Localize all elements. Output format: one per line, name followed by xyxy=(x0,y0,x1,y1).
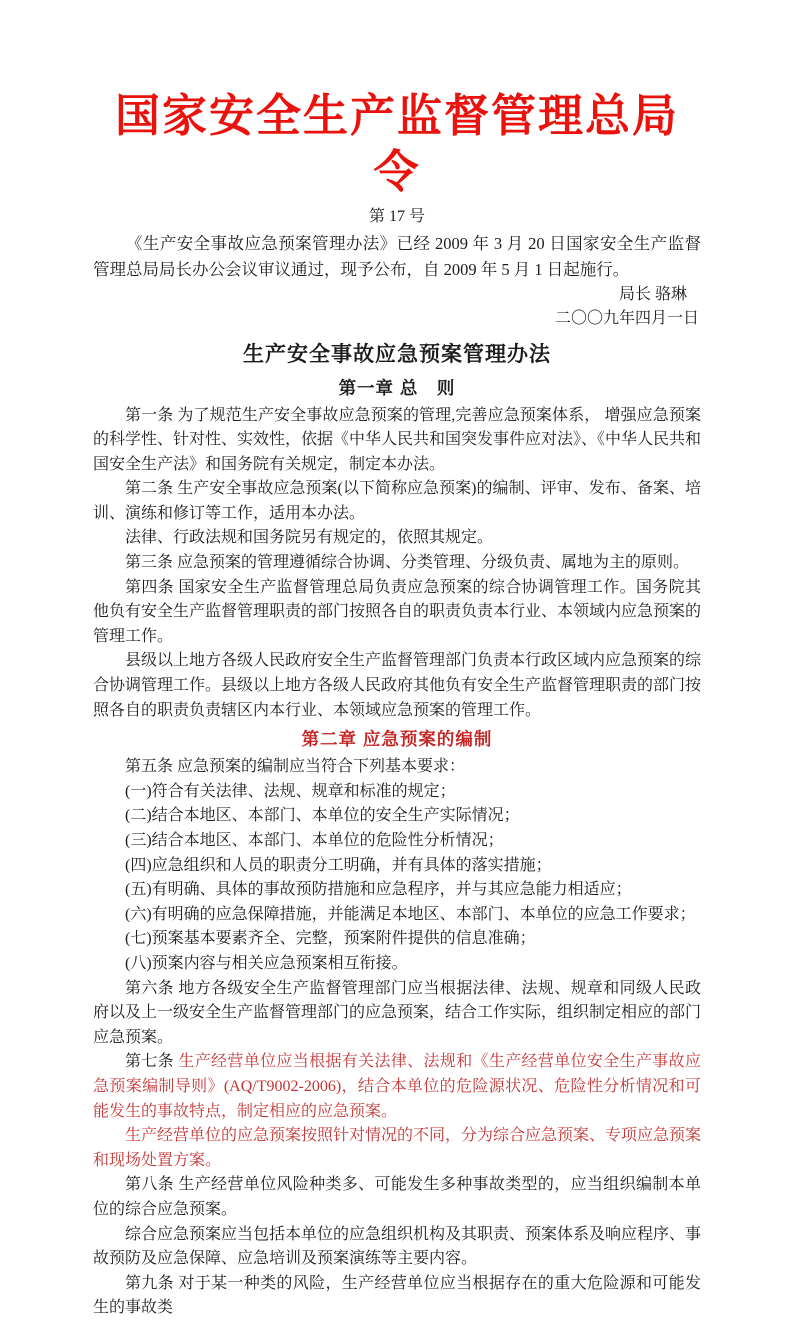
order-number: 第 17 号 xyxy=(368,207,425,225)
text-segment: 第三条 应急预案的管理遵循综合协调、分类管理、分级负责、属地为主的原则。 xyxy=(125,554,690,572)
text-segment: 第二章 应急预案的编制 xyxy=(301,729,493,750)
text-segment: 第一条 为了规范生产安全事故应急预案的管理,完善应急预案体系， 增强应急预案的科学性、针对性、实效性，依据《中华人民共和国突发事件应对法》、《中华人民共和国安全生产法》和国务院有关规定，制定本办法。 xyxy=(93,406,702,473)
chapter-2-heading xyxy=(93,726,701,752)
text-segment: (七)预案基本要素齐全、完整，预案附件提供的信息准确； xyxy=(125,930,536,948)
paragraph xyxy=(93,1050,701,1124)
paragraph xyxy=(93,477,701,526)
text-segment: 第九条 对于某一种类的风险，生产经营单位应当根据存在的重大危险源和可能发生的事故类 xyxy=(93,1274,701,1317)
date-line: 二〇〇九年四月一日 xyxy=(554,309,699,327)
text-segment: 第四条 国家安全生产监督管理总局负责应急预案的综合协调管理工作。国务院其他负有安全生产监督管理职责的部门按照各自的职责负责本行业、本领域内应急预案的管理工作。 xyxy=(93,578,702,645)
text-segment: (八)预案内容与相关应急预案相互衔接。 xyxy=(125,954,408,972)
chapter-1-heading xyxy=(93,375,701,401)
paragraph xyxy=(93,780,701,805)
text-segment: (四)应急组织和人员的职责分工明确，并有具体的落实措施； xyxy=(125,856,552,874)
paragraph xyxy=(93,551,701,576)
text-segment: (三)结合本地区、本部门、本单位的危险性分析情况； xyxy=(125,832,504,849)
text-segment: (五)有明确、具体的事故预防措施和应急程序，并与其应急能力相适应； xyxy=(125,881,632,899)
text-segment: (二)结合本地区、本部门、本单位的安全生产实际情况； xyxy=(125,807,520,825)
paragraph xyxy=(93,649,701,723)
paragraph xyxy=(93,927,701,952)
preamble-paragraph: 《生产安全事故应急预案管理办法》已经 2009 年 3 月 20 日国家安全生产监督管理总局局长办公会议审议通过，现予公布，自 2009 年 5 月 1 日起施行。 xyxy=(93,233,701,279)
text-segment: 第六条 地方各级安全生产监督管理部门应当根据法律、法规、规章和同级人民政府以及上一级安全生产监督管理部门的应急预案，结合工作实际，组织制定相应的部门应急预案。 xyxy=(93,979,702,1046)
text-segment: 生产经营单位的应急预案按照针对情况的不同，分为综合应急预案、专项应急预案和现场处置方案。 xyxy=(93,1127,702,1169)
paragraph xyxy=(93,526,701,551)
paragraph xyxy=(93,854,701,879)
paragraph xyxy=(93,1124,701,1173)
paragraph xyxy=(93,1223,701,1272)
text-segment: 第七条 xyxy=(125,1053,179,1071)
text-segment: 综合应急预案应当包括本单位的应急组织机构及其职责、预案体系及响应程序、事故预防及应急保障、应急培训及预案演练等主要内容。 xyxy=(93,1225,702,1268)
text-segment: 第八条 生产经营单位风险种类多、可能发生多种事故类型的，应当组织编制本单位的综合应急预案。 xyxy=(93,1176,701,1218)
text-segment: 第二条 生产安全事故应急预案(以下简称应急预案)的编制、评审、发布、备案、培训、演练和修订等工作，适用本办法。 xyxy=(93,480,701,522)
text-segment: (一)符合有关法律、法规、规章和标准的规定； xyxy=(125,782,456,800)
paragraph xyxy=(93,1272,701,1321)
paragraph xyxy=(93,576,701,650)
text-segment: 第一章 总 则 xyxy=(338,377,456,398)
text-segment: 县级以上地方各级人民政府安全生产监督管理部门负责本行政区域内应急预案的综合协调管理工作。县级以上地方各级人民政府其他负有安全生产监督管理职责的部门按照各自的职责负责辖区内本行业、本领域应急预案的管理工作。 xyxy=(93,652,702,719)
document-title: 生产安全事故应急预案管理办法 xyxy=(243,342,551,366)
document-body xyxy=(93,375,701,1321)
text-segment: 生产经营单位应当根据有关法律、法规和《生产经营单位安全生产事故应急预案编制导则》(AQ/T9002-2006)，结合本单位的危险源状况、危险性分析情况和可能发生的事故特点，制定相应的应急预案。 xyxy=(93,1053,701,1120)
masthead-title: 国家安全生产监督管理总局令 xyxy=(114,91,679,198)
signature-line: 局长 骆琳 xyxy=(618,285,687,303)
paragraph xyxy=(93,952,701,977)
paragraph xyxy=(93,878,701,903)
paragraph xyxy=(93,404,701,478)
paragraph xyxy=(93,903,701,928)
paragraph xyxy=(93,804,701,829)
paragraph xyxy=(93,1173,701,1222)
text-segment: 法律、行政法规和国务院另有规定的，依照其规定。 xyxy=(125,529,494,547)
text-segment: 第五条 应急预案的编制应当符合下列基本要求： xyxy=(125,758,466,776)
text-segment: (六)有明确的应急保障措施，并能满足本地区、本部门、本单位的应急工作要求； xyxy=(125,905,696,923)
paragraph xyxy=(93,977,701,1051)
paragraph xyxy=(93,755,701,780)
paragraph xyxy=(93,829,701,854)
